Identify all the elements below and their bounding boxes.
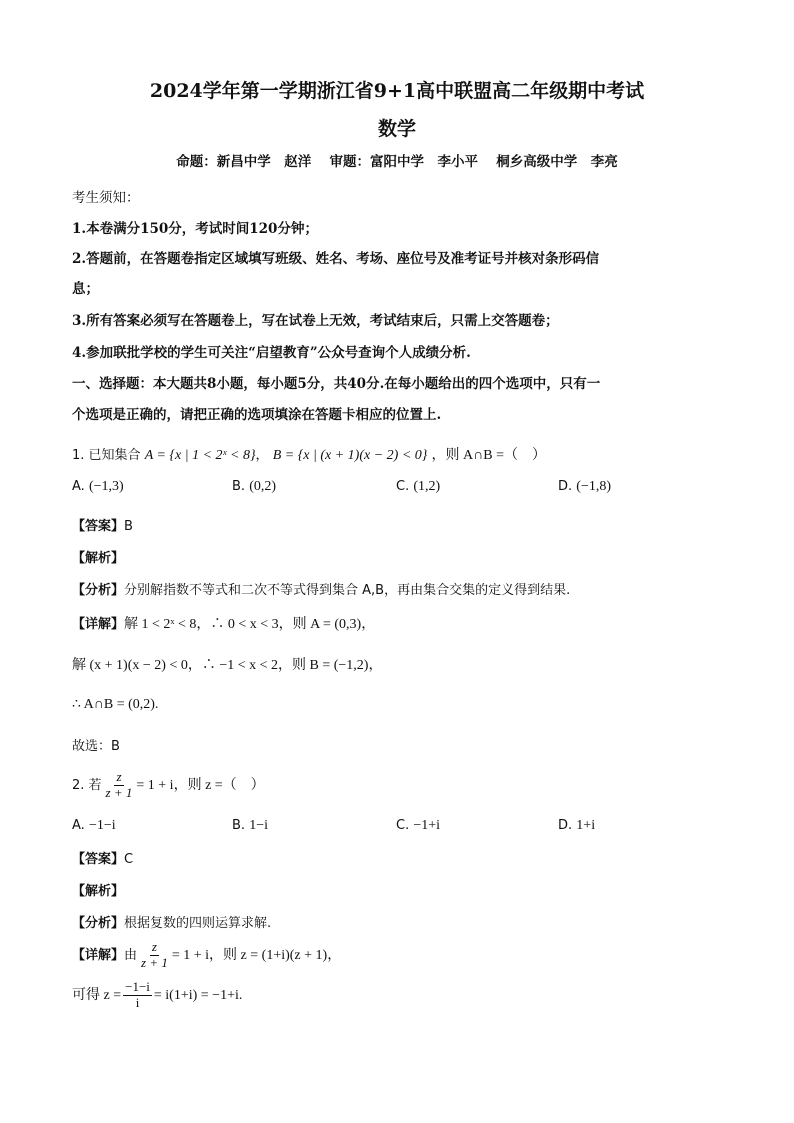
section-heading-line2: 个选项是正确的，请把正确的选项填涂在答题卡相应的位置上. xyxy=(72,407,442,423)
q1-step-3: ∴ A∩B = (0,2). xyxy=(72,697,159,712)
q2-suffix: = 1 + i，则 z =（ ） xyxy=(136,777,265,793)
q2-fenxi: 【分析】根据复数的四则运算求解. xyxy=(72,916,272,931)
q1-fenxi: 【分析】分别解指数不等式和二次不等式得到集合 A,B，再由集合交集的定义得到结果. xyxy=(72,583,571,598)
q1-option-a: A. (−1,3) xyxy=(72,479,124,494)
q1-prefix: 1. 已知集合 xyxy=(72,448,141,463)
q2-option-b: B. 1−i xyxy=(232,818,268,833)
q2-step-2: 可得 z = $\frac{-1-i}{i}$ = i(1+i) = −1+i. xyxy=(72,979,243,1010)
q1-set-b: B = {x | (x + 1)(x − 2) < 0} xyxy=(272,448,428,463)
q1-conclusion: 故选：B xyxy=(72,739,120,754)
q1-suffix: ，则 A∩B =（ ） xyxy=(431,448,546,463)
q2-prefix: 2. 若 xyxy=(72,777,102,793)
q1-step-2: 解 (x + 1)(x − 2) < 0，∴ −1 < x < 2，则 B = (−1,2)， xyxy=(72,658,383,673)
q2-analysis-tag: 【解析】 xyxy=(72,884,125,899)
q1-option-d: D. (−1,8) xyxy=(558,479,612,494)
exam-title: 2024学年第一学期浙江省9+1高中联盟高二年级期中考试 xyxy=(149,80,645,102)
q2-fraction: $\frac{z}{z + 1}$ xyxy=(105,769,133,800)
question-2 xyxy=(72,770,265,801)
q1-answer: 【答案】B xyxy=(72,519,133,534)
q2-step-1: 【详解】由 $\frac{z}{z + 1}$ = 1 + i，则 z = (1+i)(z + 1)， xyxy=(72,939,342,970)
authors-line: 命题：新昌中学 赵洋 审题：富阳中学 李小平 桐乡高级中学 李亮 xyxy=(176,154,618,170)
notice-item-3: 3.所有答案必须写在答题卷上，写在试卷上无效，考试结束后，只需上交答题卷； xyxy=(72,313,559,329)
q2-answer: 【答案】C xyxy=(72,852,134,867)
q1-sep: ， xyxy=(255,448,269,463)
notice-item-1: 1.本卷满分150分，考试时间120分钟； xyxy=(72,221,318,237)
q2-option-a: A. −1−i xyxy=(72,818,116,833)
subject-title: 数学 xyxy=(377,118,416,140)
section-heading-line1: 一、选择题：本大题共8小题，每小题5分，共40分.在每小题给出的四个选项中，只有一 xyxy=(72,376,601,392)
notice-item-2-cont: 息； xyxy=(72,281,99,297)
notice-heading: 考生须知： xyxy=(72,190,140,206)
q1-analysis-tag: 【解析】 xyxy=(72,551,125,566)
q1-set-a: A = {x | 1 < 2ˣ < 8} xyxy=(144,448,256,463)
q1-option-c: C. (1,2) xyxy=(396,479,441,494)
notice-item-4: 4.参加联批学校的学生可关注“启望教育”公众号查询个人成绩分析. xyxy=(72,345,471,361)
q2-option-d: D. 1+i xyxy=(558,818,596,833)
notice-item-2: 2.答题前，在答题卷指定区域填写班级、姓名、考场、座位号及准考证号并核对条形码信 xyxy=(72,251,600,267)
q1-step-1: 【详解】解 1 < 2ˣ < 8，∴ 0 < x < 3，则 A = (0,3)， xyxy=(72,617,376,632)
q2-option-c: C. −1+i xyxy=(396,818,441,833)
question-1 xyxy=(72,444,546,464)
q1-option-b: B. (0,2) xyxy=(232,479,277,494)
